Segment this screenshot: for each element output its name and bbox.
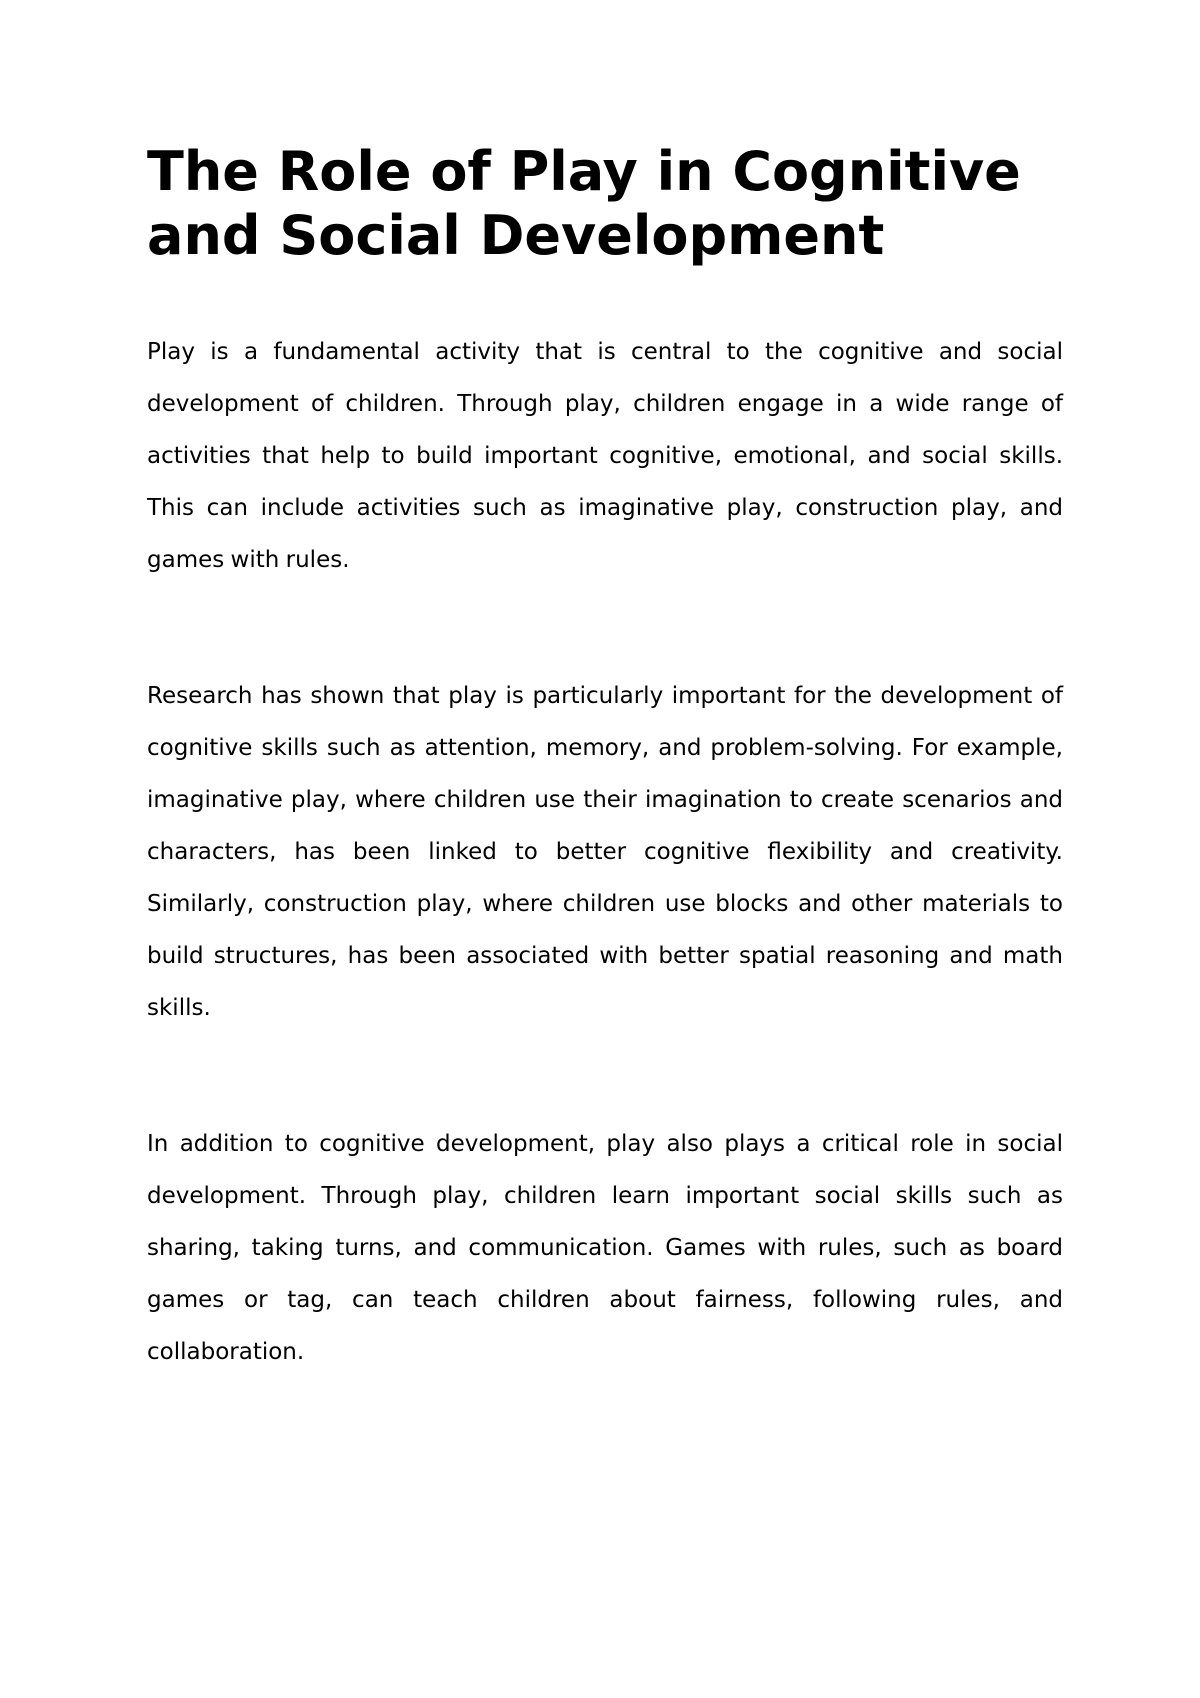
paragraph-cognitive-development: Research has shown that play is particularly important for the development of cognitive skills such as attention, memory, and problem-solving. For example, imaginative play, where children use their imagination to create scenarios and characters, has been linked to better cognitive flexibility and creativity. Similarly, construction play, where children use blocks and other materials to build structures, has been associated with better spatial reasoning and math skills. (147, 683, 1063, 1021)
document-body (147, 140, 1063, 1378)
page-title: The Role of Play in Cognitive and Social Development (147, 140, 1021, 267)
paragraph-introduction: Play is a fundamental activity that is central to the cognitive and social development of children. Through play, children engage in a wide range of activities that help to build important cognitive, emotional, and social skills. This can include activities such as imaginative play, construction play, and games with rules. (147, 339, 1063, 573)
paragraph-social-development: In addition to cognitive development, play also plays a critical role in social development. Through play, children learn important social skills such as sharing, taking turns, and communication. Games with rules, such as board games or tag, can teach children about fairness, following rules, and collaboration. (147, 1131, 1063, 1365)
